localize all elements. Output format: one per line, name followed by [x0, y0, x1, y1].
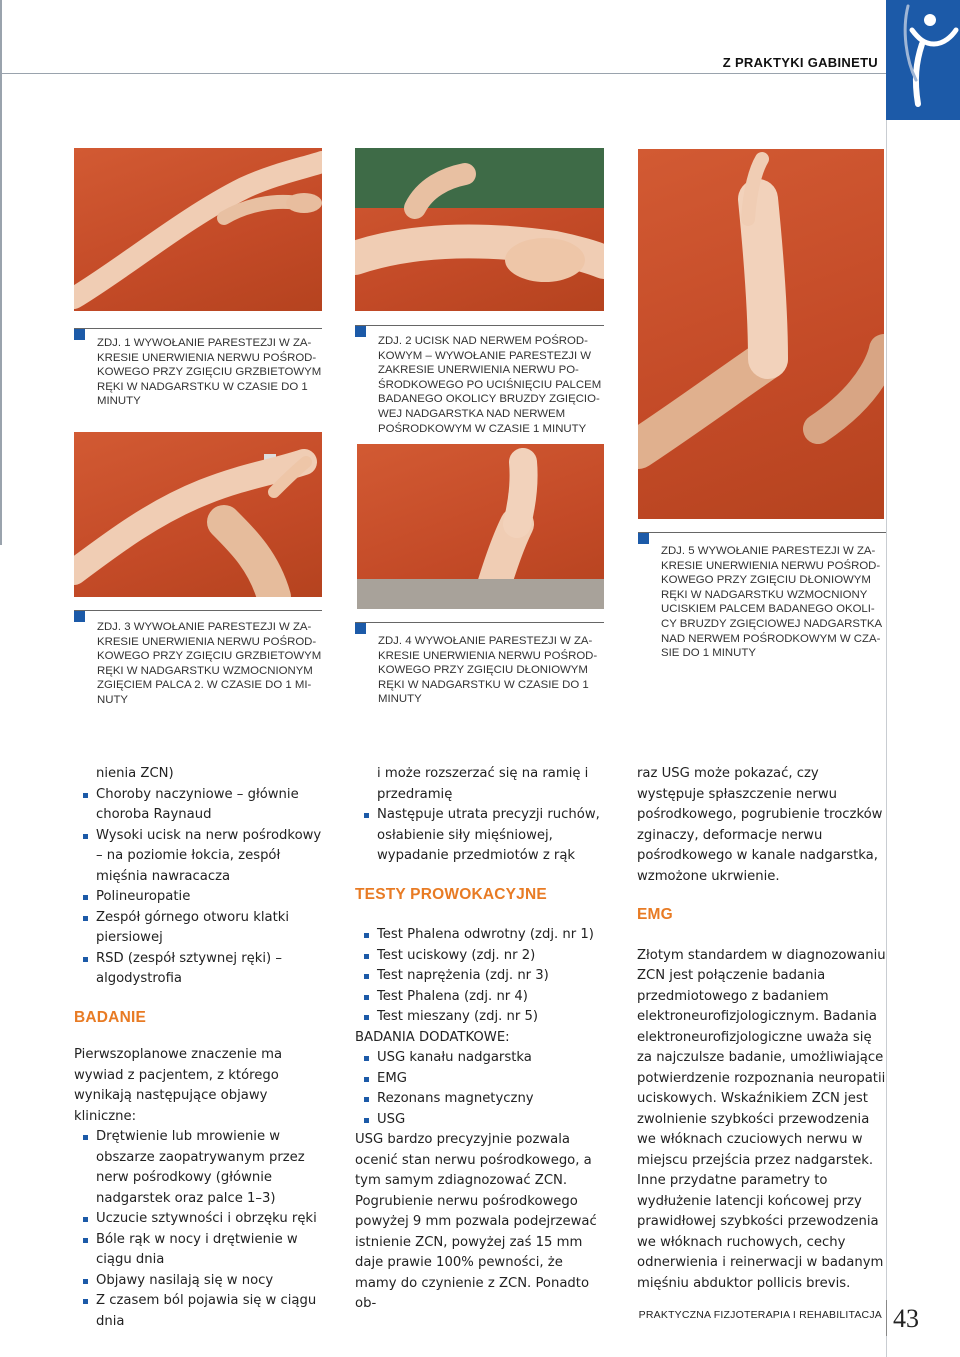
list-item: Uczucie sztywności i obrzęku ręki — [74, 1209, 330, 1230]
list-item: Bóle rąk w nocy i drętwienie w ciągu dnia — [74, 1230, 330, 1271]
col2-subheading: BADANIA DODATKOWE: — [355, 1029, 510, 1045]
caption-fig2: ZDJ. 2 UCISK NAD NERWEM POŚROD-KOWYM – WYWOŁANIE PARESTEZJI W ZAKRESIE UNERWIENIA NERWU PO-ŚRODKOWEGO PO UCIŚNIĘCIU PALCEM BADANEGO OKOLICY BRUZDY ZGIĘCIO-WEJ NADGARSTKA NAD NERWEM POŚRODKOWYM W CZASIE 1 MINUTY — [378, 335, 602, 435]
list-item: Test mieszany (zdj. nr 5) — [355, 1007, 607, 1028]
caption-marker-5 — [638, 533, 649, 544]
list-item: Objawy nasilają się w nocy — [74, 1271, 330, 1292]
col2-list-extra — [355, 1048, 607, 1130]
col2-list-symptoms — [355, 805, 607, 867]
list-item: Test Phalena (zdj. nr 4) — [355, 987, 607, 1008]
caption-fig1: ZDJ. 1 WYWOŁANIE PARESTEZJI W ZA-KRESIE UNERWIENIA NERWU POŚROD-KOWEGO PRZY ZGIĘCIU GRZBIETOWYM RĘKI W NADGARSTKU W CZASIE DO 1 MINUTY — [97, 337, 322, 408]
list-item: Choroby naczyniowe – głównie choroba Raynaud — [74, 785, 330, 826]
list-item: Drętwienie lub mrowienie w obszarze zaopatrywanym przez nerw pośrodkowy (głównie nadgarstek oraz palce 1–3) — [74, 1127, 330, 1209]
list-item: Wysoki ucisk na nerw pośrodkowy – na poziomie łokcia, zespół mięśnia nawracacza — [74, 826, 330, 888]
list-item: Test uciskowy (zdj. nr 2) — [355, 946, 607, 967]
footer-divider — [886, 1300, 887, 1336]
footer-journal-name: PRAKTYCZNA FIZJOTERAPIA I REHABILITACJA — [638, 1309, 882, 1321]
list-item: RSD (zespół sztywnej ręki) – algodystrofia — [74, 949, 330, 990]
col2-list-tests — [355, 925, 607, 1028]
photo-3 — [74, 432, 322, 597]
right-margin-strip — [886, 0, 960, 1357]
caption-fig5: ZDJ. 5 WYWOŁANIE PARESTEZJI W ZA-KRESIE UNERWIENIA NERWU POŚROD-KOWEGO PRZY ZGIĘCIU DŁONIOWYM RĘKI W NADGARSTKU WZMOCNIONY UCISKIEM PALCEM BADANEGO OKOLI-CY BRUZDY ZGIĘCIOWEJ NADGARSTKA NAD NERWEM POŚRODKOWYM W CZA-SIE DO 1 MINUTY — [661, 545, 882, 660]
col2-continuation: i może rozszerzać się na ramię i przedramię — [377, 766, 589, 802]
col3-paragraph-2: Złotym standardem w diagnozowaniu ZCN jest połączenie badania przedmiotowego z badaniem elektroneurofizjologicznym. Badania elektroneurofizjologiczne uważa się za najczulsze badanie, umożliwiające potwierdzenie rozpoznania neuropatii uciskowych. Wskaźnikiem ZCN jest zwolnienie szybkości przewodzenia we włóknach czuciowych nerwu w miejscu przejścia przez nadgarstek. Inne przydatne parametry to wydłużenie latencji końcowej przy prawidłowej szybkości przewodzenia we włóknach ruchowych, cechy odnerwienia i reinerwacji w badanym mięśniu abduktor pollicis brevis. — [637, 947, 886, 1291]
caption-marker-4 — [355, 623, 366, 634]
list-item: Rezonans magnetyczny — [355, 1089, 607, 1110]
page-number: 43 — [893, 1304, 919, 1333]
header-rule — [0, 73, 886, 74]
col1-list-symptoms — [74, 1127, 330, 1332]
caption-fig3: ZDJ. 3 WYWOŁANIE PARESTEZJI W ZA-KRESIE UNERWIENIA NERWU POŚROD-KOWEGO PRZY ZGIĘCIU GRZBIETOWYM RĘKI W NADGARSTKU WZMOCNIONYM ZGIĘCIEM PALCA 2. W CZASIE DO 1 MI-NUTY — [97, 621, 322, 706]
photo-4 — [357, 444, 604, 609]
caption-rule-5 — [638, 532, 886, 533]
photo-5 — [638, 149, 884, 519]
col1-intro: nienia ZCN) — [96, 766, 174, 781]
caption-rule-1 — [74, 328, 322, 329]
journal-logo — [886, 0, 960, 120]
heading-emg: EMG — [637, 906, 673, 923]
column-2 — [355, 764, 607, 1315]
list-item: USG kanału nadgarstka — [355, 1048, 607, 1069]
caption-fig4: ZDJ. 4 WYWOŁANIE PARESTEZJI W ZA-KRESIE UNERWIENIA NERWU POŚROD-KOWEGO PRZY ZGIĘCIU DŁONIOWYM RĘKI W NADGARSTKU W CZASIE DO 1 MINUTY — [378, 635, 598, 706]
list-item: Polineuropatie — [74, 887, 330, 908]
column-1 — [74, 764, 330, 1332]
caption-marker-2 — [355, 326, 366, 337]
list-item: Następuje utrata precyzji ruchów, osłabienie siły mięśniowej, wypadanie przedmiotów z rąk — [355, 805, 607, 867]
caption-marker-1 — [74, 329, 85, 340]
figure-logo-icon — [886, 0, 960, 120]
left-border — [0, 0, 2, 545]
list-item: USG — [355, 1110, 607, 1131]
column-3 — [637, 764, 889, 1294]
photo-1 — [74, 148, 322, 311]
list-item: Z czasem ból pojawia się w ciągu dnia — [74, 1291, 330, 1332]
heading-badanie: BADANIE — [74, 1008, 147, 1026]
col2-paragraph: USG bardzo precyzyjnie pozwala ocenić stan nerwu pośrodkowego, a tym samym zdiagnozować ZCN. Pogrubienie nerwu pośrodkowego powyżej 9 mm pozwala podejrzewać istnienie ZCN, powyżej zaś 15 mm daje prawie 100% pewności, że mamy do czynienie z ZCN. Ponadto ob- — [355, 1132, 597, 1311]
col1-paragraph: Pierwszoplanowe znaczenie ma wywiad z pacjentem, z którego wynikają następujące objawy kliniczne: — [74, 1047, 283, 1124]
list-item: Test naprężenia (zdj. nr 3) — [355, 966, 607, 987]
caption-rule-3 — [74, 610, 322, 611]
list-item: Test Phalena odwrotny (zdj. nr 1) — [355, 925, 607, 946]
photo-2 — [355, 148, 604, 311]
list-item: EMG — [355, 1069, 607, 1090]
caption-marker-3 — [74, 611, 85, 622]
caption-rule-4 — [355, 622, 604, 623]
caption-rule-2 — [355, 325, 604, 326]
list-item: Zespół górnego otworu klatki piersiowej — [74, 908, 330, 949]
section-title: Z PRAKTYKI GABINETU — [722, 55, 878, 70]
heading-testy: TESTY PROWOKACYJNE — [355, 885, 547, 903]
col1-list-conditions — [74, 785, 330, 990]
col3-paragraph-1: raz USG może pokazać, czy występuje spłaszczenie nerwu pośrodkowego, pogrubienie troczków zginaczy, deformacje nerwu pośrodkowego w kanale nadgarstka, wzmożone ukrwienie. — [637, 766, 883, 884]
